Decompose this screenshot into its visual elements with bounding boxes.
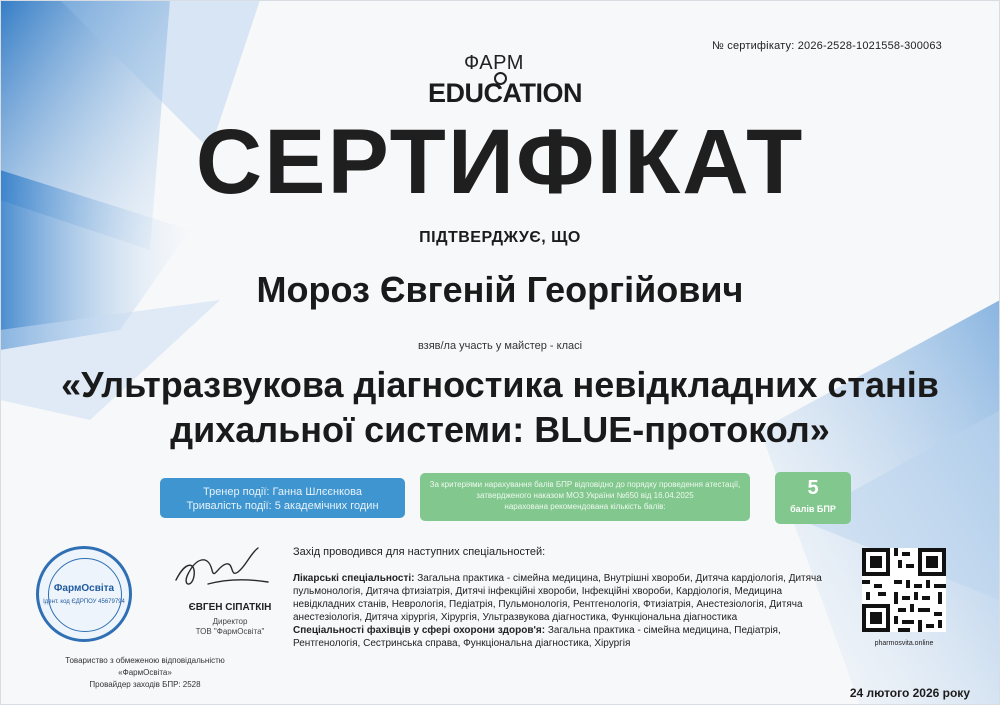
qr-code[interactable] — [862, 548, 946, 632]
stamp-name: ФармОсвіта — [53, 583, 115, 594]
provider-number: Провайдер заходів БПР: 2528 — [89, 680, 201, 689]
recipient-name: Мороз Євгеній Георгійович — [256, 269, 744, 310]
course-title: «Ультразвукова діагностика невідкладних станів дихальної системи: BLUE-протокол» — [61, 364, 939, 450]
specialties-list — [293, 572, 838, 650]
trainer-info-box — [160, 478, 405, 518]
certificate-title: СЕРТИФІКАТ — [195, 111, 805, 213]
event-duration: Тривалість події: 5 академічних годин — [186, 500, 379, 512]
director-name: ЄВГЕН СІПАТКІН — [188, 602, 272, 613]
logo-bottom-text: EDUCATION — [428, 78, 582, 108]
director-signature — [168, 540, 278, 596]
organization-stamp — [36, 546, 132, 642]
issue-date: 24 лютого 2026 року — [849, 686, 970, 700]
organization-name: «ФармОсвіта» — [118, 668, 172, 677]
doctor-specialties-label: Лікарські спеціальності: — [293, 573, 415, 584]
stamp-inner-ring — [48, 558, 122, 632]
logo-top-text: ФАРМ — [464, 52, 524, 74]
director-position: Директор — [212, 617, 248, 626]
director-company: ТОВ "ФармОсвіта" — [195, 627, 265, 636]
director-title — [175, 617, 285, 637]
criteria-info-box — [420, 473, 750, 521]
specialties-intro: Захід проводився для наступних спеціальностей: — [293, 546, 546, 558]
confirms-text: ПІДТВЕРДЖУЄ, ЩО — [419, 229, 581, 246]
points-badge — [775, 472, 851, 524]
website-caption: pharmosvita.online — [874, 640, 934, 647]
points-label: балів БПР — [790, 504, 836, 514]
certificate-number: № сертифікату: 2026-2528-1021558-300063 — [712, 40, 942, 52]
doctor-specialties-text: Загальна практика - сімейна медицина, Внутрішні хвороби, Дитяча кардіологія, Дитяча пульмонологія, Дитяча фтизіатрія, Дитячі інфекційні хвороби, Інфекційні хвороби, Кардіологія, Медицина невідкладних станів, Неврологія, Педіатрія, Пульмонологія, Рентгенологія, Фтизіатрія, Анестезіологія, Дитяча анестезіологія, Дитяча хірургія, Хірургія, Ультразвукова діагностика, Функціональна діагностика — [293, 573, 822, 623]
participation-text: взяв/ла участь у майстер - класі — [417, 340, 583, 352]
stamp-code: Ідент. код ЄДРПОУ 45679794 — [43, 599, 125, 605]
criteria-note: нарахована рекомендована кількість балів: — [504, 502, 666, 511]
organization-type: Товариство з обмеженою відповідальністю — [65, 656, 225, 665]
health-specialties-label: Спеціальності фахівців у сфері охорони здоров'я: — [293, 625, 546, 636]
criteria-text: За критеріями нарахування балів БПР відповідно до порядку проведення атестації, затвердженого наказом МОЗ України №650 від 16.04.2025 — [429, 480, 741, 500]
health-specialties-text: Загальна практика - сімейна медицина, Педіатрія, Рентгенологія, Сестринська справа, Функціональна діагностика, Хірургія — [293, 625, 781, 649]
trainer-name: Тренер події: Ганна Шлєєнкова — [202, 486, 363, 498]
organization-info — [40, 655, 250, 691]
farm-education-logo — [420, 50, 580, 112]
points-value: 5 — [807, 477, 819, 499]
